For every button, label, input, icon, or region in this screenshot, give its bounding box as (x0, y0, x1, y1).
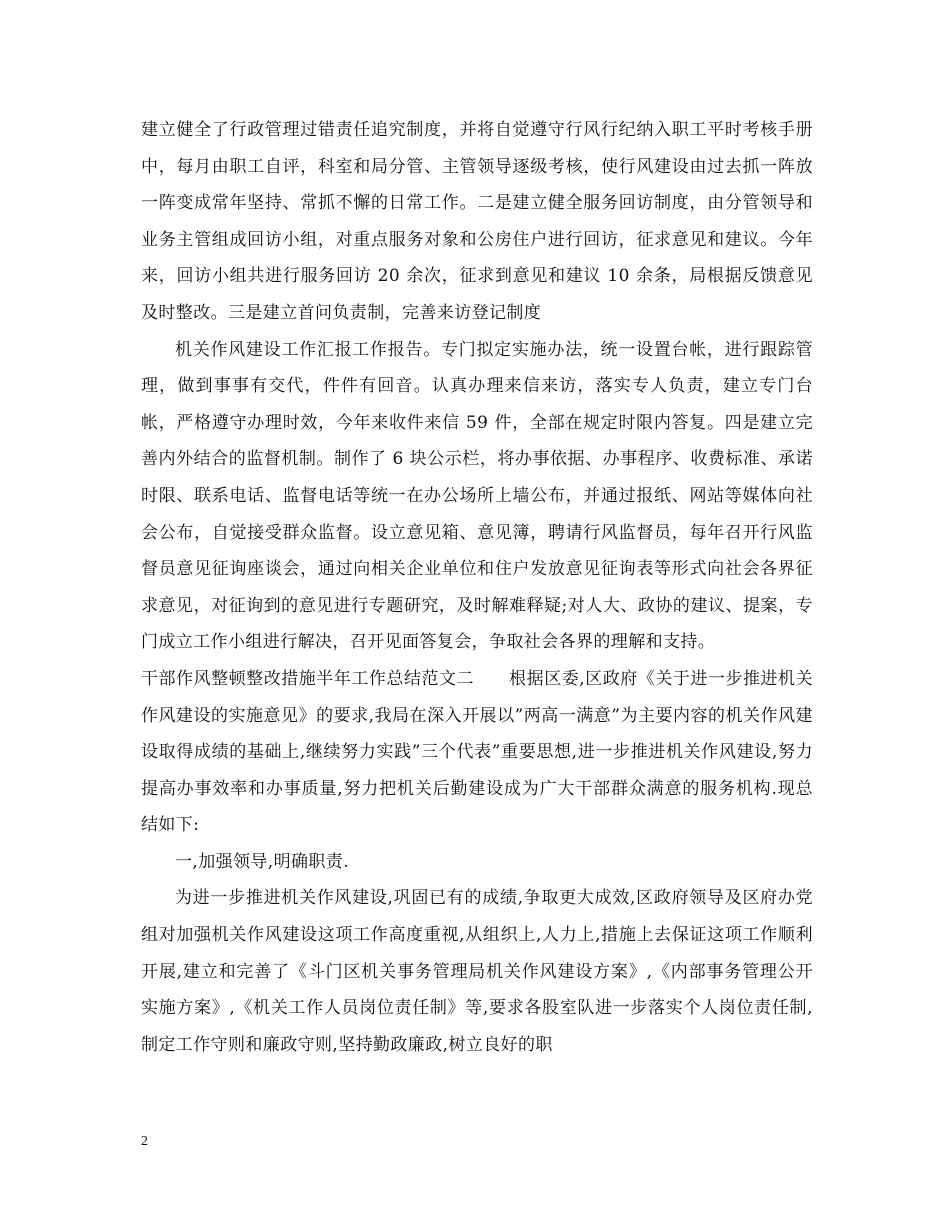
page-number: 2 (141, 1134, 148, 1149)
paragraph-4: 一,加强领导,明确职责. (175, 851, 350, 872)
paragraph-3: 干部作风整顿整改措施半年工作总结范文二 根据区委,区政府《关于进一步推进机关作风建设的实施意见》的要求,我局在深入开展以”两高一满意”为主要内容的机关作风建设取得成绩的基础上,继续努力实践”三个代表”重要思想,进一步推进机关作风建设,努力提高办事效率和办事质量,努力把机关后勤建设成为广大干部群众满意的服务机构.现总结如下: (141, 668, 813, 836)
paragraph-5: 为进一步推进机关作风建设,巩固已有的成绩,争取更大成效,区政府领导及区府办党组对加强机关作风建设这项工作高度重视,从组织上,人力上,措施上去保证这项工作顺利开展,建立和完善了《斗门区机关事务管理局机关作风建设方案》,《内部事务管理公开实施方案》,《机关工作人员岗位责任制》等,要求各股室队进一步落实个人岗位责任制,制定工作守则和廉政守则,坚持勤政廉政,树立良好的职 (141, 888, 813, 1055)
paragraph-1: 建立健全了行政管理过错责任追究制度，并将自觉遵守行风行纪纳入职工平时考核手册中，每月由职工自评，科室和局分管、主管领导逐级考核，使行风建设由过去抓一阵放一阵变成常年坚持、常抓不懈的日常工作。二是建立健全服务回访制度，由分管领导和业务主管组成回访小组，对重点服务对象和公房住户进行回访，征求意见和建议。今年来，回访小组共进行服务回访 20 余次，征求到意见和建议 10 余条，局根据反馈意见及时整改。三是建立首问负责制，完善来访登记制度 (141, 120, 813, 323)
document-body (141, 112, 813, 1063)
paragraph-2: 机关作风建设工作汇报工作报告。专门拟定实施办法，统一设置台帐，进行跟踪管理，做到事事有交代，件件有回音。认真办理来信来访，落实专人负责，建立专门台帐，严格遵守办理时效，今年来收件来信 59 件，全部在规定时限内答复。四是建立完善内外结合的监督机制。制作了 6 块公示栏，将办事依据、办事程序、收费标准、承诺时限、联系电话、监督电话等统一在办公场所上墙公布，并通过报纸、网站等媒体向社会公布，自觉接受群众监督。设立意见箱、意见簿，聘请行风监督员，每年召开行风监督员意见征询座谈会，通过向相关企业单位和住户发放意见征询表等形式向社会各界征求意见，对征询到的意见进行专题研究，及时解难释疑;对人大、政协的建议、提案，专门成立工作小组进行解决，召开见面答复会，争取社会各界的理解和支持。 (141, 339, 813, 653)
